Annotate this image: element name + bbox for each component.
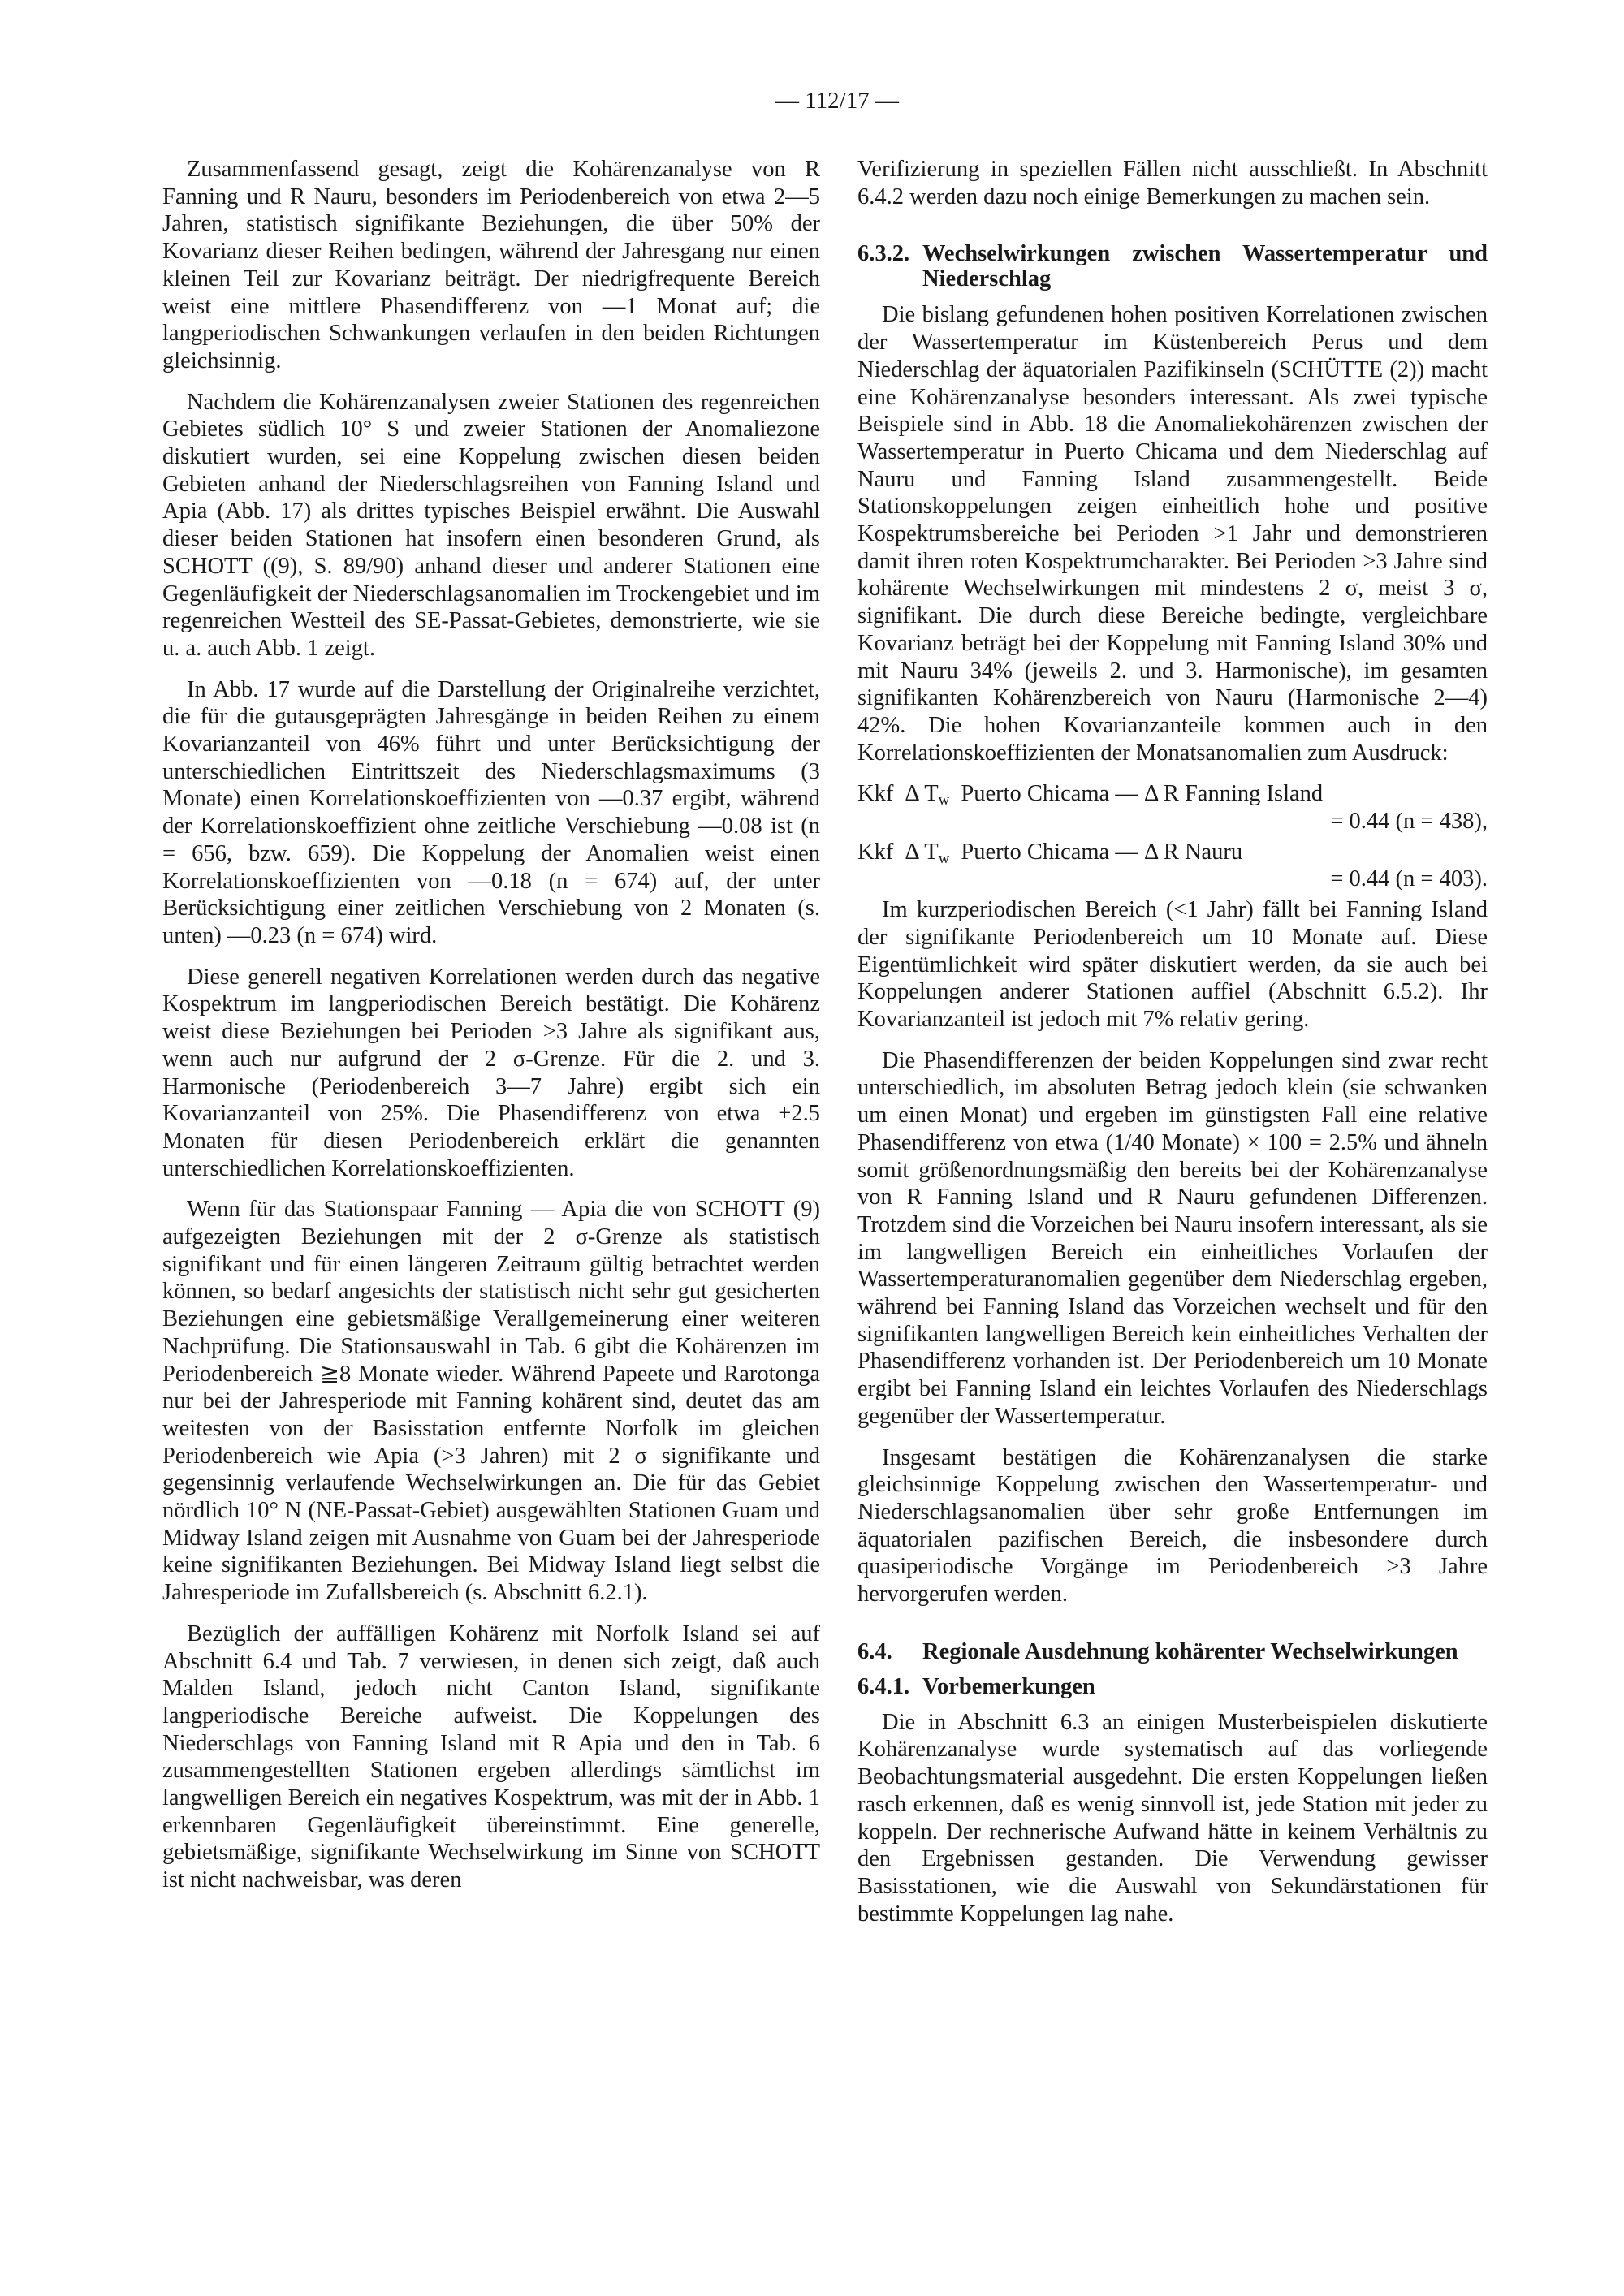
section-number: 6.4.1. <box>857 1673 910 1699</box>
left-column <box>162 156 820 1908</box>
paragraph: In Abb. 17 wurde auf die Darstellung der Originalreihe verzichtet, die für die gutausgeprägten Jahresgänge in beiden Reihen zu einem Kovarianzanteil von 46% führt und unter Berücksichtigung der unterschiedlichen Eintrittszeit des Niederschlagsmaximums (3 Monate) einen Korrelationskoeffizienten von —0.37 ergibt, während der Korrelationskoeffizient ohne zeitliche Verschiebung —0.08 ist (n = 656, bzw. 659). Die Koppelung der Anomalien weist einen Korrelationskoeffizienten von —0.18 (n = 674) auf, der unter Berücksichtigung einer zeitlichen Verschiebung von 2 Monaten (s. unten) —0.23 (n = 674) wird. <box>162 676 820 948</box>
section-title: Vorbemerkungen <box>922 1673 1095 1699</box>
paragraph: Zusammenfassend gesagt, zeigt die Kohärenzanalyse von R Fanning und R Nauru, besonders im Periodenbereich von etwa 2—5 Jahren, statistisch signifikante Beziehungen, die über 50% der Kovarianz dieser Reihen bedingen, während der Jahresgang nur einen kleinen Teil zur Kovarianz beiträgt. Der niedrigfrequente Bereich weist eine mittlere Phasendifferenz von —1 Monat auf; die langperiodischen Schwankungen verlaufen in den beiden Richtungen gleichsinnig. <box>162 157 820 373</box>
paragraph: Nachdem die Kohärenzanalysen zweier Stationen des regenreichen Gebietes südlich 10° S und zweier Stationen der Anomaliezone diskutiert wurden, sei eine Koppelung zwischen diesen beiden Gebieten anhand der Niederschlagsreihen von Fanning Island und Apia (Abb. 17) als drittes typisches Beispiel erwähnt. Die Auswahl dieser beiden Stationen hat insofern einen besonderen Grund, als SCHOTT ((9), S. 89/90) anhand dieser und anderer Stationen eine Gegenläufigkeit der Niederschlagsanomalien im Trockengebiet und im regenreichen Westteil des SE-Passat-Gebietes, demonstrierte, wie sie u. a. auch Abb. 1 zeigt. <box>162 389 820 661</box>
paragraph: Die bislang gefundenen hohen positiven Korrelationen zwischen der Wassertemperatur im Küstenbereich Perus und dem Niederschlag der äquatorialen Pazifikinseln (SCHÜTTE (2)) macht eine Kohärenzanalyse besonders interessant. Als zwei typische Beispiele sind in Abb. 18 die Anomaliekohärenzen zwischen der Wassertemperatur in Puerto Chicama und dem Niederschlag auf Nauru und Fanning Island zusammengestellt. Beide Stationskoppelungen zeigen einheitlich hohe und positive Kospektrumsbereiche bei Perioden >1 Jahr und demonstrieren damit ihren roten Kospektrumcharakter. Bei Perioden >3 Jahre sind kohärente Wechselwirkungen mit mindestens 2 σ, meist 3 σ, signifikant. Die durch diese Bereiche bedingte, vergleichbare Kovarianz beträgt bei der Koppelung mit Fanning Island 30% und mit Nauru 34% (jeweils 2. und 3. Harmonische), im gesamten signifikanten Kohärenzbereich von Nauru (Harmonische 2—4) 42%. Die hohen Kovarianzanteile kommen auch in den Korrelationskoeffizienten der Monatsanomalien zum Ausdruck: <box>857 302 1488 766</box>
section-heading-6-3-2 <box>857 241 1488 291</box>
paragraph: Wenn für das Stationspaar Fanning — Apia die von SCHOTT (9) aufgezeigten Beziehungen mit der 2 σ-Grenze als statistisch signifikant und für einen längeren Zeitraum gültig betrachtet werden können, so bedarf angesichts der statistisch nicht sehr gut gesicherten Beziehungen eine gebietsmäßige Verallgemeinerung einer weiteren Nachprüfung. Die Stationsauswahl in Tab. 6 gibt die Kohärenzen im Periodenbereich ≧8 Monate wieder. Während Papeete und Rarotonga nur bei der Jahresperiode mit Fanning kohärent sind, deutet das am weitesten von der Basisstation entfernte Norfolk im gleichen Periodenbereich wie Apia (>3 Jahren) mit 2 σ signifikante und gegensinnig verlaufende Wechselwirkungen an. Die für das Gebiet nördlich 10° N (NE-Passat-Gebiet) ausgewählten Stationen Guam und Midway Island zeigen mit Ausnahme von Guam bei der Jahresperiode keine signifikanten Beziehungen. Bei Midway Island liegt selbst die Jahresperiode im Zufallsbereich (s. Abschnitt 6.2.1). <box>162 1197 820 1606</box>
section-heading-6-4-1 <box>857 1674 1488 1699</box>
paragraph: Insgesamt bestätigen die Kohärenzanalysen die starke gleichsinnige Koppelung zwischen den Wassertemperatur- und Niederschlagsanomalien über sehr große Entfernungen im äquatorialen pazifischen Bereich, die insbesondere durch quasiperiodische Vorgänge im Periodenbereich >3 Jahre hervorgerufen werden. <box>857 1444 1488 1608</box>
right-column <box>857 156 1488 1941</box>
formula-subscript: w <box>938 792 950 809</box>
formula-delta-t: Δ T <box>905 839 939 865</box>
formula-value: = 0.44 (n = 438), <box>1330 809 1488 835</box>
formula-label: Kkf <box>857 839 894 865</box>
formula-value: = 0.44 (n = 403). <box>1330 866 1488 892</box>
page-number: — 112/17 — <box>775 88 899 114</box>
paragraph: Die Phasendifferenzen der beiden Koppelungen sind zwar recht unterschiedlich, im absoluten Betrag jedoch klein (sie schwanken um einen Monat) und ergeben im günstigsten Fall eine relative Phasendifferenz von etwa (1/40 Monate) × 100 = 2.5% und ähneln somit größenordnungsmäßig den bereits bei der Kohärenzanalyse von R Fanning Island und R Nauru gefundenen Differenzen. Trotzdem sind die Vorzeichen bei Nauru insofern interessant, als sie im langwelligen Bereich ein einheitliches Vorlaufen der Wassertemperaturanomalien gegenüber dem Niederschlag ergeben, während bei Fanning Island das Vorzeichen wechselt und für den signifikanten langwelligen Bereich kein einheitliches Verhalten der Phasendifferenz vorhanden ist. Der Periodenbereich um 10 Monate ergibt bei Fanning Island ein leichtes Vorlaufen des Niederschlags gegenüber der Wassertemperatur. <box>857 1047 1488 1429</box>
paragraph: Die in Abschnitt 6.3 an einigen Musterbeispielen diskutierte Kohärenzanalyse wurde systematisch auf das vorliegende Beobachtungsmaterial ausgedehnt. Die ersten Koppelungen ließen rasch erkennen, daß es wenig sinnvoll ist, jede Station mit jeder zu koppeln. Der rechnerische Aufwand hätte in keinem Verhältnis zu den Ergebnissen gestanden. Die Verwendung gewisser Basisstationen, wie die Auswahl von Sekundärstationen für bestimmte Koppelungen lag nahe. <box>857 1709 1488 1927</box>
paragraph: Bezüglich der auffälligen Kohärenz mit Norfolk Island sei auf Abschnitt 6.4 und Tab. 7 verwiesen, in denen sich zeigt, daß auch Malden Island, jedoch nicht Canton Island, signifikante langperiodische Bereiche aufweist. Die Koppelungen des Niederschlags von Fanning Island mit R Apia und den in Tab. 6 zusammengestellten Stationen ergeben allerdings sämtlichst im langwelligen Bereich ein negatives Kospektrum, was mit der in Abb. 1 erkennbaren Gegenläufigkeit übereinstimmt. Eine generelle, gebietsmäßige, signifikante Wechselwirkung im Sinne von SCHOTT ist nicht nachweisbar, was deren <box>162 1621 820 1893</box>
formula-fanning <box>857 780 1488 835</box>
formula-label: Kkf <box>857 781 894 807</box>
formula-subscript: w <box>938 849 950 867</box>
section-title: Wechselwirkungen zwischen Wassertemperatur und Niederschlag <box>922 241 1488 292</box>
paragraph: Verifizierung in speziellen Fällen nicht ausschließt. In Abschnitt 6.4.2 werden dazu noch einige Bemerkungen zu machen sein. <box>857 157 1488 209</box>
section-title: Regionale Ausdehnung kohärenter Wechselwirkungen <box>922 1638 1458 1664</box>
paragraph: Im kurzperiodischen Bereich (<1 Jahr) fällt bei Fanning Island der signifikante Periodenbereich um 10 Monate auf. Diese Eigentümlichkeit wird später diskutiert werden, da sie auch bei Koppelungen anderer Stationen auffiel (Abschnitt 6.5.2). Ihr Kovarianzanteil ist jedoch mit 7% relativ gering. <box>857 897 1488 1032</box>
paragraph: Diese generell negativen Korrelationen werden durch das negative Kospektrum im langperiodischen Bereich bestätigt. Die Kohärenz weist diese Beziehungen bei Perioden >3 Jahre als signifikant aus, wenn auch nur aufgrund der 2 σ-Grenze. Für die 2. und 3. Harmonische (Periodenbereich 3—7 Jahre) ergibt sich ein Kovarianzanteil von 25%. Die Phasendifferenz von etwa +2.5 Monaten für diesen Periodenbereich erklärt die genannten unterschiedlichen Korrelationskoeffizienten. <box>162 964 820 1181</box>
section-number: 6.4. <box>857 1638 892 1664</box>
formula-delta-t: Δ T <box>905 781 939 807</box>
formula-stations: Puerto Chicama — Δ R Fanning Island <box>961 781 1324 807</box>
formula-nauru <box>857 839 1488 893</box>
section-heading-6-4 <box>857 1639 1488 1664</box>
section-number: 6.3.2. <box>857 241 910 267</box>
formula-stations: Puerto Chicama — Δ R Nauru <box>961 839 1243 865</box>
